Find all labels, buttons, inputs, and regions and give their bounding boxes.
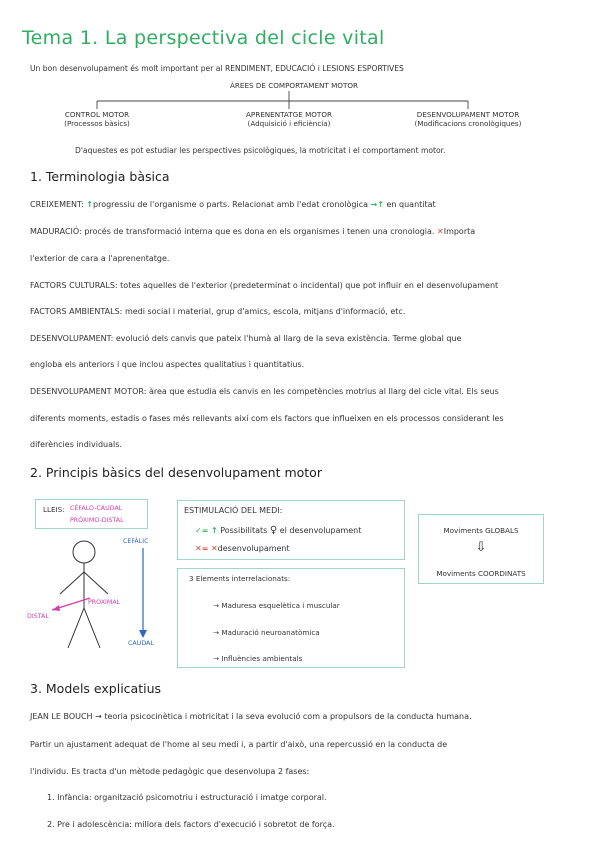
def-factors-ambientals: FACTORS AMBIENTALS: medi social i material, grup d'amics, escola, mitjans d'informació, etc. [30,307,406,316]
section3-p3: l'individu. Es tracta d'un mètode pedagògic que desenvolupa 2 fases: [30,767,310,776]
element-item: → Influències ambientals [213,654,303,663]
def-desenvolupament: DESENVOLUPAMENT: evolució dels canvis que pateix l'humà al llarg de la seva existència. Terme global que [30,334,462,343]
def-desenvolupament-motor-cont: diferents moments, estadis o fases més rellevants així com els factors que influeixen en els processos considerant les [30,414,504,423]
elements-box [177,568,405,668]
arrow-down-icon: ⇩ [475,540,487,555]
arrow-up-icon: ↑ [210,526,218,535]
def-creixement: CREIXEMENT: ↑progressiu de l'organisme o parts. Relacionat amb l'edat cronològica →↑ en quantitat [30,200,436,209]
def-maduracio-cont: l'exterior de cara a l'aprenentatge. [30,254,170,263]
estimulacio-line2: ✕= ✕desenvolupament [195,544,290,553]
elements-title: 3 Elements interrelacionats: [189,574,291,583]
lleis-cefalocaudal: CÈFALO-CAUDAL [70,505,123,512]
lleis-proximodistal: PRÒXIMO-DISTAL [70,517,124,524]
section3-p1: JEAN LE BOUCH → teoria psicocinètica i motricitat i la seva evolució com a propulsors de la conducta humana. [30,712,472,721]
moviments-coordinats: Moviments COORDINATS [436,569,526,578]
label-proximal: PROXIMAL [88,599,121,606]
arrow-up-icon: ↑ [86,200,93,209]
lleis-box [35,499,148,529]
list-item: 2. Pre i adolescència: millora dels factors d'execució i sobretot de força. [47,820,335,829]
label-distal: DISTAL [27,613,49,620]
arrow-right-icon: → [213,654,220,663]
estimulacio-title: ESTIMULACIÓ DEL MEDI: [184,506,283,515]
person-icon: ♀ [269,525,278,536]
element-item: → Maduració neuroanatòmica [213,628,320,637]
section2-heading: 2. Principis bàsics del desenvolupament motor [30,465,322,480]
cross-icon: ✕ [437,227,444,236]
tree-branch-control: CONTROL MOTOR (Processos bàsics) [64,110,130,128]
def-maduracio: MADURACIÓ: procés de transformació interna que es dona en els organismes i tenen una cronologia. ✕Importa [30,227,476,236]
arrow-up-icon: →↑ [370,200,384,209]
label-cefalic: CEFÀLIC [123,538,149,545]
head-icon [73,541,95,563]
moviments-globals: Moviments GLOBALS [443,526,519,535]
label-caudal: CAUDAL [128,640,154,647]
def-desenvolupament-motor-cont2: diferències individuals. [30,440,122,449]
lleis-label: LLEIS: [43,505,65,514]
section3-p2: Partir un ajustament adequat de l'home al seu medi i, a partir d'això, una repercussió en la conducta de [30,740,448,749]
page-title: Tema 1. La perspectiva del cicle vital [22,27,385,49]
section3-heading: 3. Models explicatius [30,681,162,696]
tree-branch-desenvolupament: DESENVOLUPAMENT MOTOR (Modificacions cronològiques) [414,110,522,128]
stick-figure-diagram [30,530,165,655]
def-desenvolupament-cont: engloba els anteriors i que inclou aspectes qualitatius i quantitatius. [30,360,305,369]
list-item: 1. Infància: organització psicomotriu i estructuració i imatge corporal. [47,793,327,802]
intro-text: Un bon desenvolupament és molt important per al RENDIMENT, EDUCACIÓ i LESIONS ESPORTIVES [30,64,404,73]
arrow-right-icon: → [213,601,220,610]
estimulacio-line1: ✓= ↑ Possibilitats ♀ el desenvolupament [195,525,362,536]
element-item: → Maduresa esquelètica i muscular [213,601,340,610]
arrow-right-icon: → [213,628,220,637]
def-desenvolupament-motor: DESENVOLUPAMENT MOTOR: àrea que estudia els canvis en les competències motrius al llarg del cicle vital. Els seus [30,387,499,396]
def-factors-culturals: FACTORS CULTURALS: totes aquelles de l'exterior (predeterminat o incidental) que pot influir en el desenvolupament [30,281,499,290]
after-tree-text: D'aquestes es pot estudiar les perspectives psicològiques, la motricitat i el comportament motor. [75,146,446,155]
cross-icon: ✕ [210,544,218,553]
section1-heading: 1. Terminologia bàsica [30,169,170,184]
tree-root: ÀREES DE COMPORTAMENT MOTOR [230,81,358,90]
tree-branch-aprenentatge: APRENENTATGE MOTOR (Adquisició i eficiència) [246,110,332,128]
